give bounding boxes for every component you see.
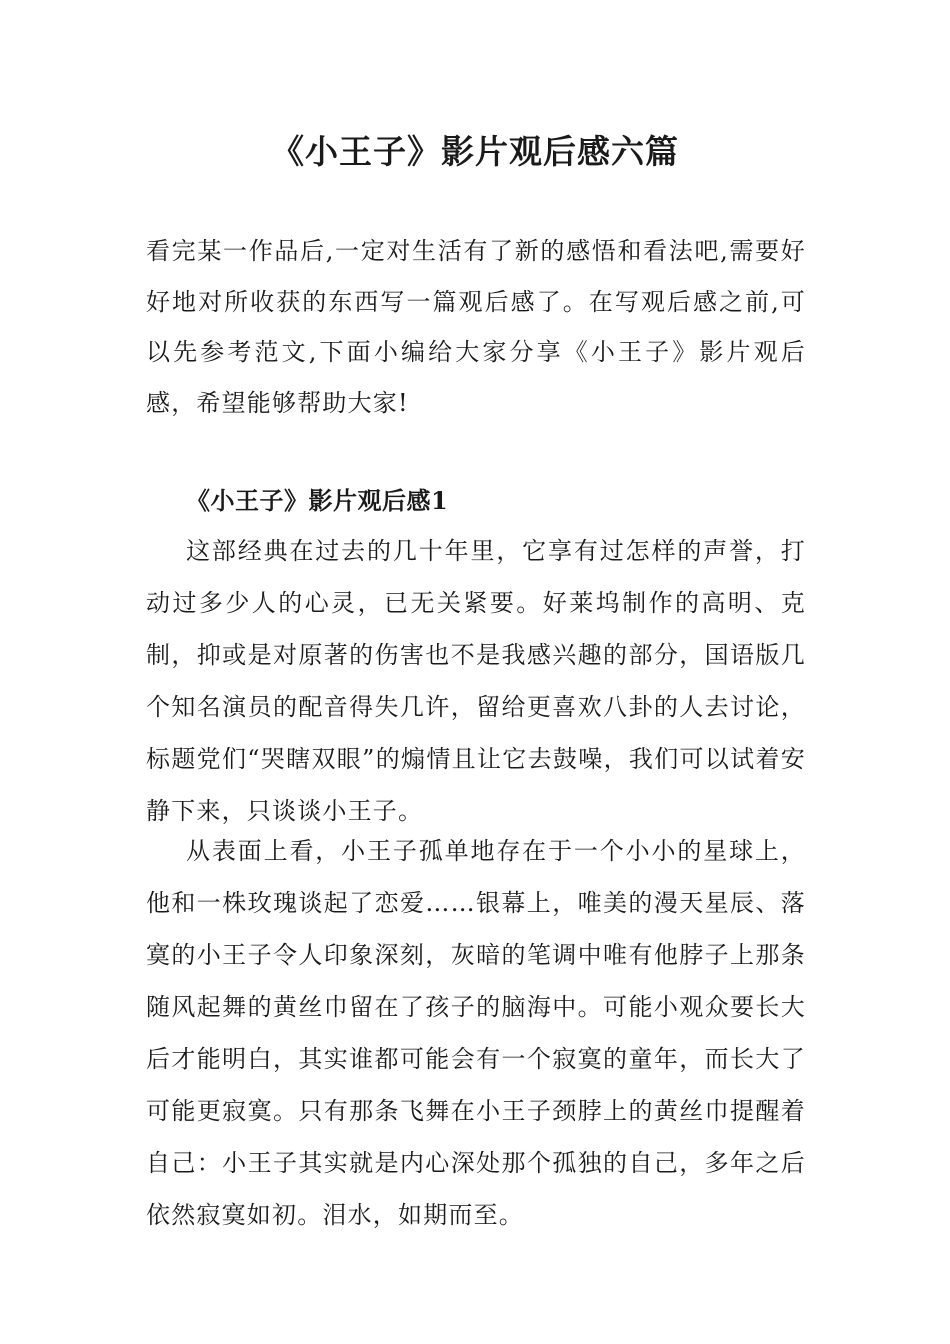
section-heading: 《小王子》影片观后感1 (186, 486, 449, 515)
intro-paragraph: 看完某一作品后,一定对生活有了新的感悟和看法吧,需要好好地对所收获的东西写一篇观后感了。在写观后感之前,可以先参考范文,下面小编给大家分享《小王子》影片观后感，希望能够帮助大家! (146, 237, 806, 417)
document-title: 《小王子》影片观后感六篇 (271, 132, 679, 171)
body-paragraph: 从表面上看，小王子孤单地存在于一个小小的星球上，他和一株玫瑰谈起了恋爱……银幕上，唯美的漫天星辰、落寞的小王子令人印象深刻，灰暗的笔调中唯有他脖子上那条随风起舞的黄丝巾留在了孩子的脑海中。可能小观众要长大后才能明白，其实谁都可能会有一个寂寞的童年，而长大了可能更寂寞。只有那条飞舞在小王子颈脖上的黄丝巾提醒着自己：小王子其实就是内心深处那个孤独的自己，多年之后依然寂寞如初。泪水，如期而至。 (146, 837, 806, 1229)
body-paragraph: 这部经典在过去的几十年里，它享有过怎样的声誉，打动过多少人的心灵，已无关紧要。好莱坞制作的高明、克制，抑或是对原著的伤害也不是我感兴趣的部分，国语版几个知名演员的配音得失几许，留给更喜欢八卦的人去讨论，标题党们“哭瞎双眼”的煽情且让它去鼓噪，我们可以试着安静下来，只谈谈小王子。 (146, 537, 806, 825)
